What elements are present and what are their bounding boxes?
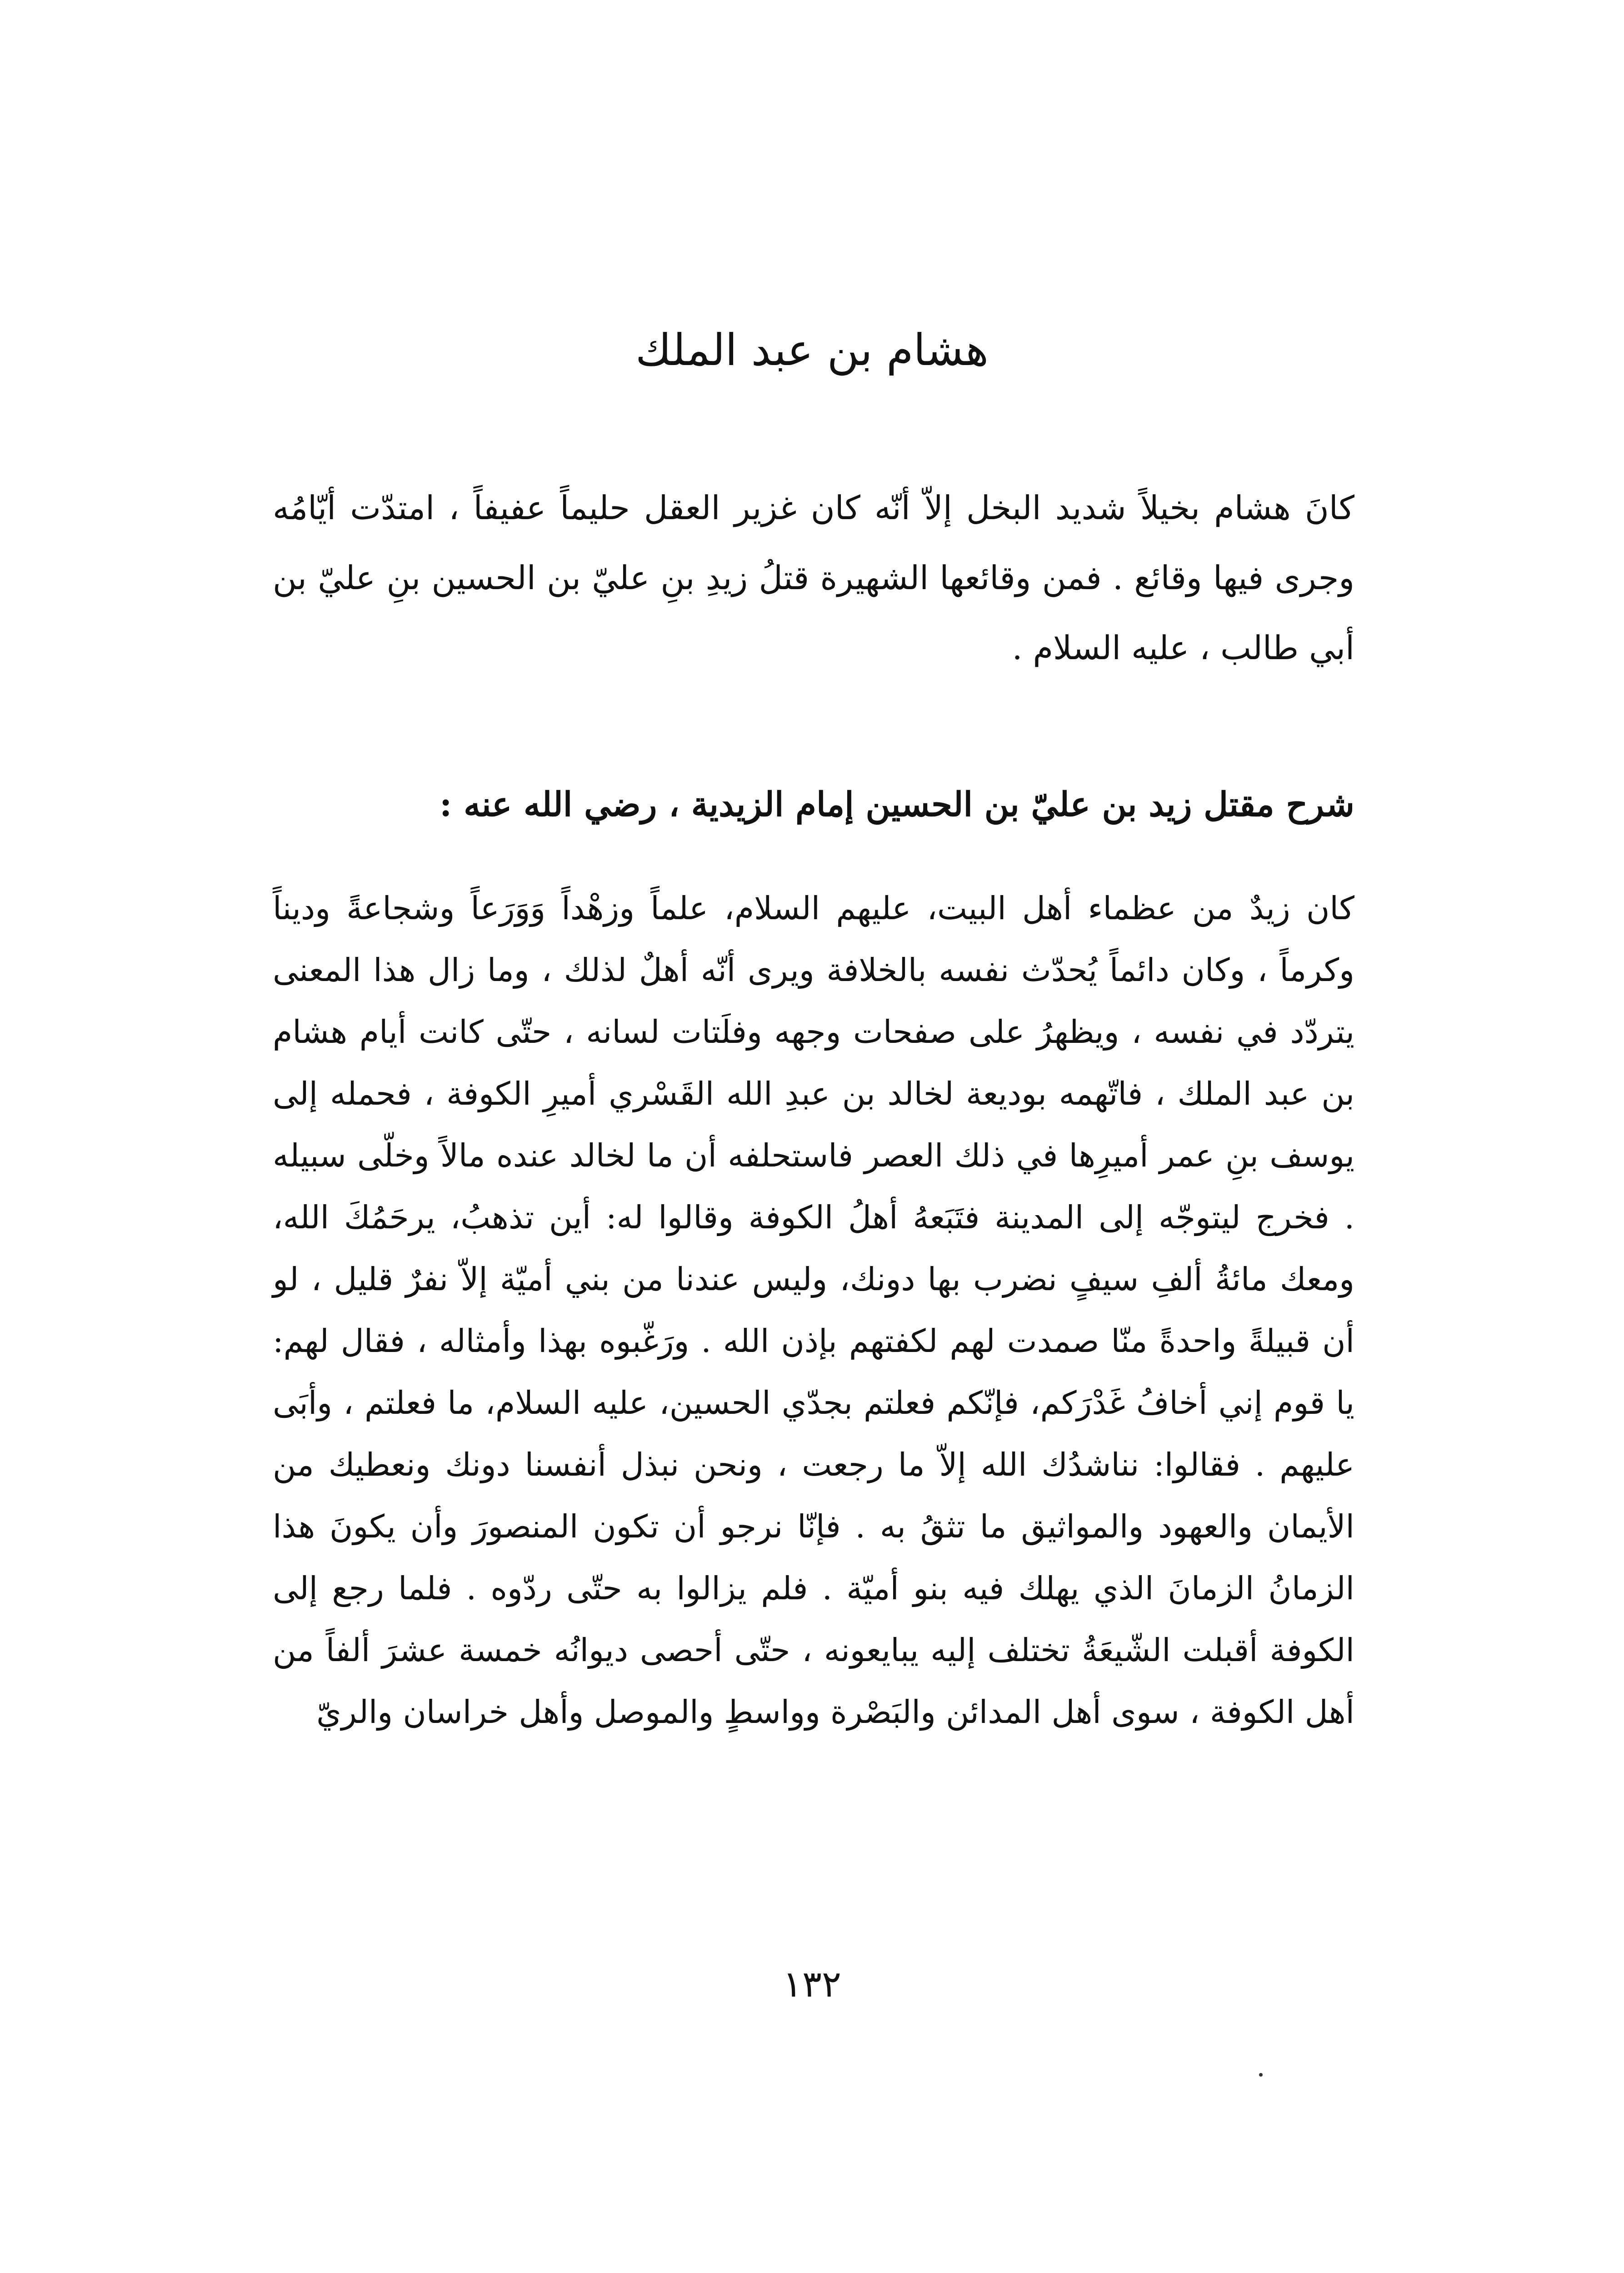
- scan-speck: [1259, 2073, 1263, 2077]
- intro-paragraph: كانَ هشام بخيلاً شديد البخل إلاّ أنّه كان غزير العقل حليماً عفيفاً ، امتدّت أيّامُه وجرى فيها وقائع . فمن وقائعها الشهيرة قتلُ زيدِ بنِ عليّ بن الحسين بنِ عليّ بن أبي طالب ، عليه السلام .: [273, 489, 1354, 667]
- page-title: هشام بن عبد الملك: [635, 325, 989, 375]
- body-paragraph: كان زيدٌ من عظماء أهل البيت، عليهم السلام، علماً وزهْداً وَوَرَعاً وشجاعةً وديناً وكرماً ، وكان دائماً يُحدّث نفسه بالخلافة ويرى أنّه أهلٌ لذلك ، وما زال هذا المعنى يتردّد في نفسه ، ويظهرُ على صفحات وجهه وفلَتات لسانه ، حتّى كانت أيام هشام بن عبد الملك ، فاتّهمه بوديعة لخالد بن عبدِ الله القَسْري أميرِ الكوفة ، فحمله إلى يوسف بنِ عمر أميرِها في ذلك العصر فاستحلفه أن ما لخالد عنده مالاً وخلّى سبيله . فخرج ليتوجّه إلى المدينة فتَبَعهُ أهلُ الكوفة وقالوا له: أين تذهبُ، يرحَمُكَ الله، ومعك مائةُ ألفِ سيفٍ نضرب بها دونك، وليس عندنا من بني أميّة إلاّ نفرٌ قليل ، لو أن قبيلةً واحدةً منّا صمدت لهم لكفتهم بإذن الله . ورَغّبوه بهذا وأمثاله ، فقال لهم: يا قوم إني أخافُ غَدْرَكم، فإنّكم فعلتم بجدّي الحسين، عليه السلام، ما فعلتم ، وأبَى عليهم . فقالوا: نناشدُك الله إلاّ ما رجعت ، ونحن نبذل أنفسنا دونك ونعطيك من الأيمان والعهود والمواثيق ما تثقُ به . فإنّا نرجو أن تكون المنصورَ وأن يكونَ هذا الزمانُ الزمانَ الذي يهلك فيه بنو أميّة . فلم يزالوا به حتّى ردّوه . فلما رجع إلى الكوفة أقبلت الشّيعَةُ تختلف إليه يبايعونه ، حتّى أحصى ديوانُه خمسة عشرَ ألفاً من أهل الكوفة ، سوى أهل المدائن والبَصْرة وواسطٍ والموصل وأهل خراسان والريّ: [273, 890, 1354, 1731]
- section-heading: شرح مقتل زيد بن عليّ بن الحسين إمام الزيدية ، رضي الله عنه :: [440, 785, 1354, 824]
- page-number: ١٣٢: [783, 1963, 841, 2005]
